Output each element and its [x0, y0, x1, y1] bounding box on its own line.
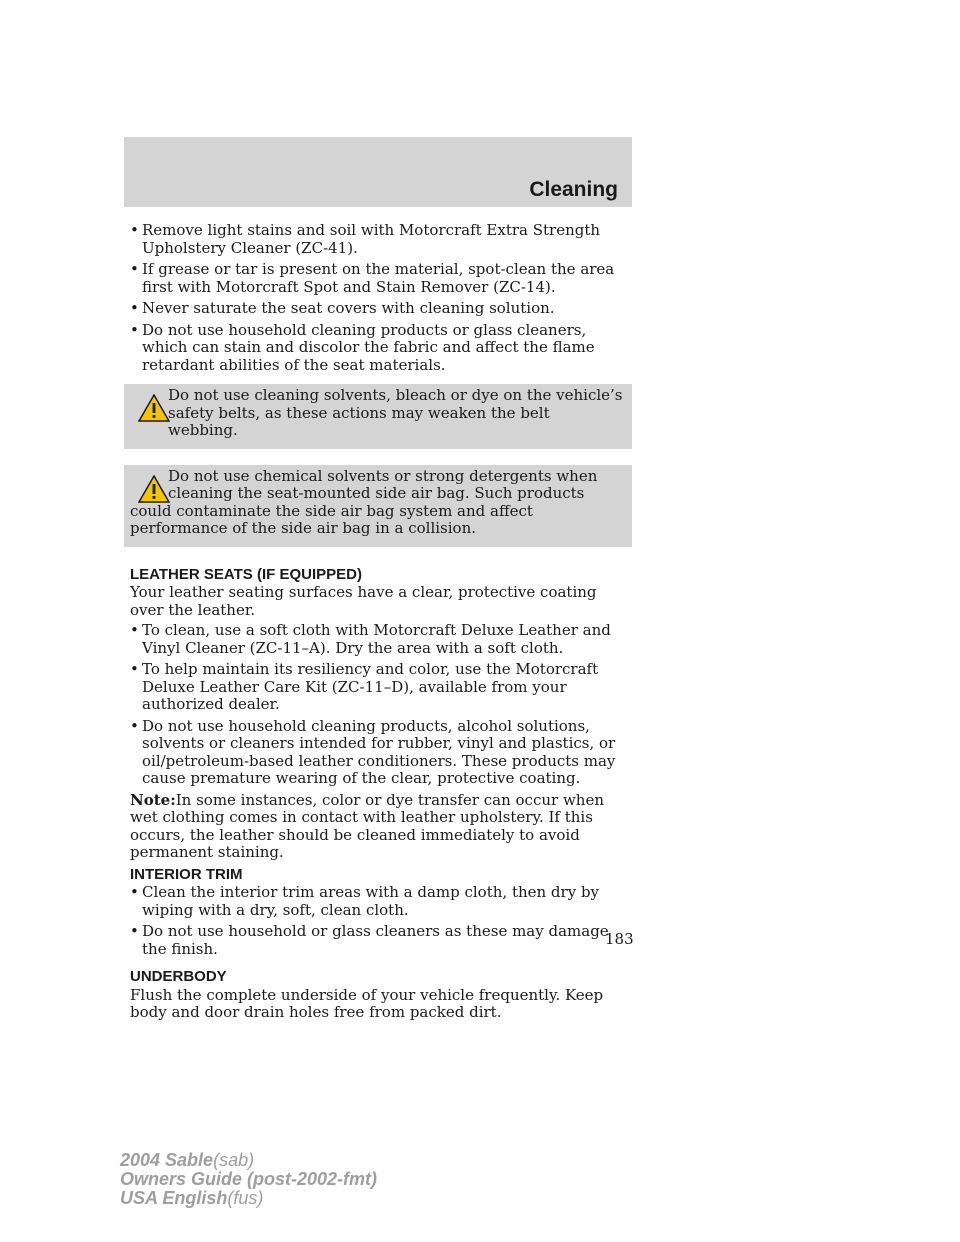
list-item — [130, 718, 632, 788]
list-item-text: Never saturate the seat covers with cleaning solution. — [142, 299, 555, 317]
list-item — [130, 923, 632, 958]
bullet-marker: • — [130, 716, 139, 735]
leather-bullet-list — [130, 622, 632, 788]
bullet-marker: • — [130, 221, 139, 239]
warning-text: Do not use cleaning solvents, bleach or dye on the vehicle’s safety belts, as these actions may weaken the belt webbing. — [168, 386, 623, 439]
bullet-marker: • — [130, 260, 139, 278]
warning-triangle-icon — [138, 475, 170, 503]
document-footer — [120, 1151, 377, 1208]
page-content — [130, 222, 632, 1025]
list-item — [130, 661, 632, 714]
list-item — [130, 261, 632, 296]
bullet-marker: • — [130, 621, 139, 639]
list-item-text: To clean, use a soft cloth with Motorcraft Deluxe Leather and Vinyl Cleaner (ZC-11–A). Dry the area with a soft cloth. — [142, 621, 611, 657]
footer-line-guide: Owners Guide (post-2002-fmt) — [120, 1169, 378, 1189]
list-item — [130, 322, 632, 375]
list-item-text: To help maintain its resiliency and color, use the Motorcraft Deluxe Leather Care Kit (ZC-11–D), available from your authorized dealer. — [142, 660, 599, 713]
list-item-text: Remove light stains and soil with Motorcraft Extra Strength Upholstery Cleaner (ZC-41). — [142, 221, 601, 257]
intro-bullet-list — [130, 222, 632, 374]
list-item-text: Clean the interior trim areas with a damp cloth, then dry by wiping with a dry, soft, clean cloth. — [142, 883, 600, 919]
list-item — [130, 300, 632, 318]
warning-triangle-icon — [138, 394, 170, 422]
page-number: 183 — [605, 930, 634, 948]
list-item-text: Do not use household cleaning products, alcohol solutions, solvents or cleaners intended for rubber, vinyl and plastics, or oil/petroleum-based leather conditioners. These products may cause premature wearing of the clear, protective coating. — [142, 716, 616, 787]
heading-underbody: UNDERBODY — [130, 968, 227, 985]
interior-trim-bullet-list — [130, 884, 632, 958]
list-item — [130, 884, 632, 919]
list-item-text: If grease or tar is present on the material, spot-clean the area first with Motorcraft Spot and Stain Remover (ZC-14). — [142, 260, 615, 296]
note-label: Note: — [130, 790, 176, 809]
leather-intro: Your leather seating surfaces have a clear, protective coating over the leather. — [130, 583, 597, 619]
footer-line-model: 2004 Sable(sab) — [120, 1150, 255, 1170]
underbody-text: Flush the complete underside of your vehicle frequently. Keep body and door drain holes free from packed dirt. — [130, 985, 604, 1021]
list-item — [130, 622, 632, 657]
bullet-marker: • — [130, 660, 139, 678]
section-title: Cleaning — [529, 178, 618, 201]
bullet-marker: • — [130, 883, 139, 901]
bullet-marker: • — [130, 299, 139, 317]
note-text: In some instances, color or dye transfer can occur when wet clothing comes in contact with leather upholstery. If this occurs, the leather should be cleaned immediately to avoid permanent staining. — [130, 790, 604, 861]
bullet-marker: • — [130, 320, 139, 339]
list-item-text: Do not use household cleaning products or glass cleaners, which can stain and discolor the fabric and affect the flame retardant abilities of the seat materials. — [142, 320, 595, 374]
bullet-marker: • — [130, 922, 139, 940]
leather-note — [130, 792, 632, 862]
heading-interior-trim: INTERIOR TRIM — [130, 865, 243, 883]
warning-box-side-air-bag — [124, 465, 632, 547]
list-item-text: Do not use household or glass cleaners as these may damage the finish. — [142, 922, 609, 958]
heading-leather-seats: LEATHER SEATS (IF EQUIPPED) — [130, 565, 362, 583]
warning-box-safety-belts — [124, 384, 632, 449]
section-header-band — [124, 137, 632, 207]
warning-text — [130, 468, 624, 538]
warning-text-content: Do not use chemical solvents or strong detergents when cleaning the seat-mounted side air bag. Such products could contaminate the side air bag system and affect performance of the side air bag in a collision. — [130, 466, 598, 537]
footer-line-language: USA English(fus) — [120, 1188, 264, 1208]
list-item — [130, 222, 632, 257]
